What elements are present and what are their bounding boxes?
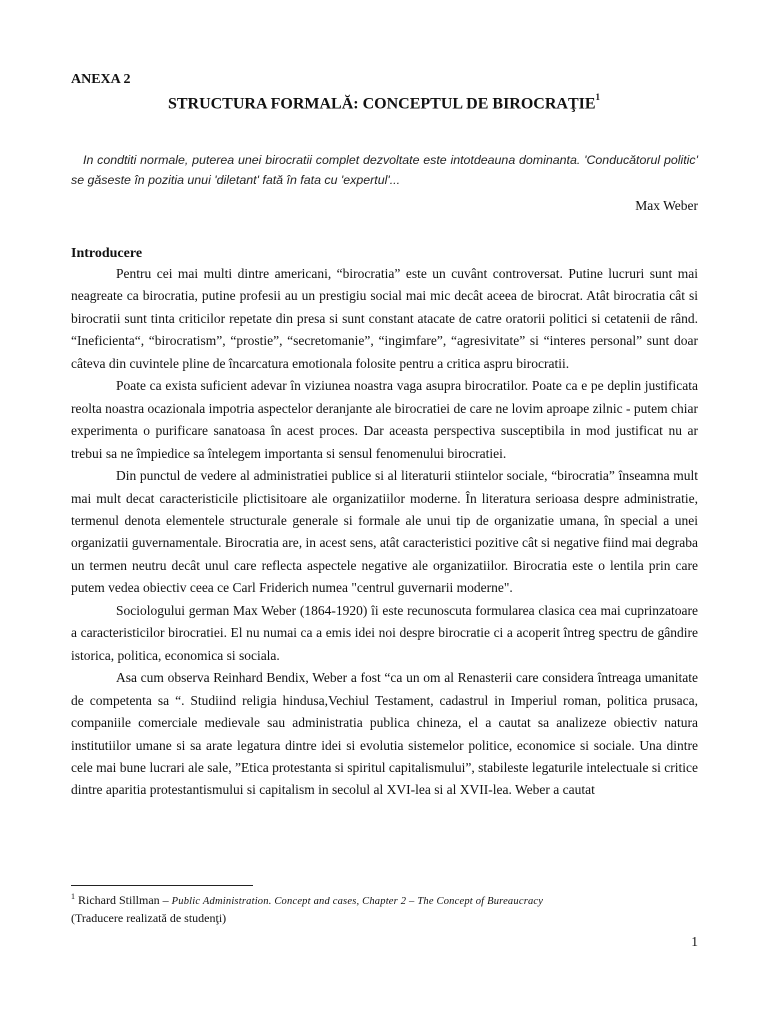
paragraph: Din punctul de vedere al administratiei publice si al literaturii stiintelor sociale, “birocratia” înseamna mult mai mult decat caracteristicile plictisitoare ale organizatiilor moderne. În literatura serioasa despre administratie, termenul denota elementele structurale generale si formale ale unui tip de organizatie umana, în special a unei organizatii guvernamentale. Birocratia are, in acest sens, atât caracteristici pozitive cât si negative fiind mai degraba un termen neutru decât unul care reflecta aspectele negative ale organizatiilor. Birocratia este o lentila prin care putem vedea obiectiv ceea ce Carl Friderich numea "centrul guvernarii moderne". bbox=[71, 468, 698, 596]
paragraph: Poate ca exista suficient adevar în viziunea noastra vaga asupra birocratilor. Poate ca e pe deplin justificata reolta noastra ocazionala impotria aspectelor deranjante ale birocratiei de care ne lovim aproape zilnic - putem chiar experimenta o purificare sanatoasa în acest proces. Dar aceasta perspectiva susceptibila in mod justificat nu ar trebui sa ne împiedice sa întelegem importanta si sensul fenomenului birocratiei. bbox=[71, 378, 698, 461]
annex-label: ANEXA 2 bbox=[71, 72, 131, 87]
footnote-marker: 1 bbox=[71, 892, 75, 901]
footnote bbox=[71, 889, 711, 926]
footnote-divider bbox=[71, 885, 253, 886]
paragraph: Sociologului german Max Weber (1864-1920) îi este recunoscuta formularea clasica cea mai cuprinzatoare a caracteristicilor birocratiei. El nu numai ca a emis idei noi despre birocratie ci a acoperit întreg spectru de gândire istorica, politica, economica si sociala. bbox=[71, 602, 698, 663]
epigraph-quote: In condtiti normale, puterea unei birocratii complet dezvoltate este intotdeauna dominanta. 'Conducătorul politic' se găseste în pozitia unui 'diletant' fată în fata cu 'expertul'... bbox=[71, 153, 698, 187]
title-footnote-ref: 1 bbox=[595, 92, 601, 102]
document-title bbox=[71, 94, 697, 113]
footnote-work: Public Administration. Concept and cases, Chapter 2 – The Concept of Bureaucracy bbox=[171, 896, 544, 907]
paragraph: Pentru cei mai multi dintre americani, “birocratia” este un cuvânt controversat. Putine lucruri sunt mai neagreate ca birocratia, putine profesii au un prestigiu social mai mic decât aceea de birocrat. Atât birocratia cât si birocratii sunt tinta criticilor repetate din presa si sunt constant atacate de catre oratorii politici si cetatenii de rând. “Ineficienta“, “birocratism”, “prostie”, “secretomanie”, “ingimfare”, “agresivitate” si “interes personal” sunt doar câteva din cuvintele pline de încarcatura emotionala folosite pentru a critica aspru birocratii. bbox=[71, 266, 698, 371]
epigraph-author: Max Weber bbox=[635, 198, 698, 213]
footnote-citation bbox=[71, 889, 711, 910]
body-text bbox=[71, 263, 698, 802]
footnote-note: (Traducere realizată de studenţi) bbox=[71, 911, 227, 925]
page-number: 1 bbox=[691, 934, 698, 949]
paragraph: Asa cum observa Reinhard Bendix, Weber a fost “ca un om al Renasterii care considera întreaga umanitate de competenta sa “. Studiind religia hindusa,Vechiul Testament, cadastrul in Imperiul roman, politica prusaca, companiile comerciale medievale sau administratia publica chineza, el a cautat sa analizeze obiectiv natura institutiilor umane si sa arate legatura dintre idei si evolutia sistemelor politice, economice si sociale. Una dintre cele mai bune lucrari ale sale, ”Etica protestanta si spiritul capitalismului”, stabileste legaturile intelectuale si critice dintre aparitia protestantismului si capitalism in secolul al XVI-lea si al XVII-lea. Weber a cautat bbox=[71, 670, 698, 798]
title-text: STRUCTURA FORMALĂ: CONCEPTUL DE BIROCRAŢIE bbox=[167, 95, 596, 113]
section-heading: Introducere bbox=[71, 246, 143, 261]
footnote-author: Richard Stillman – bbox=[78, 893, 169, 907]
